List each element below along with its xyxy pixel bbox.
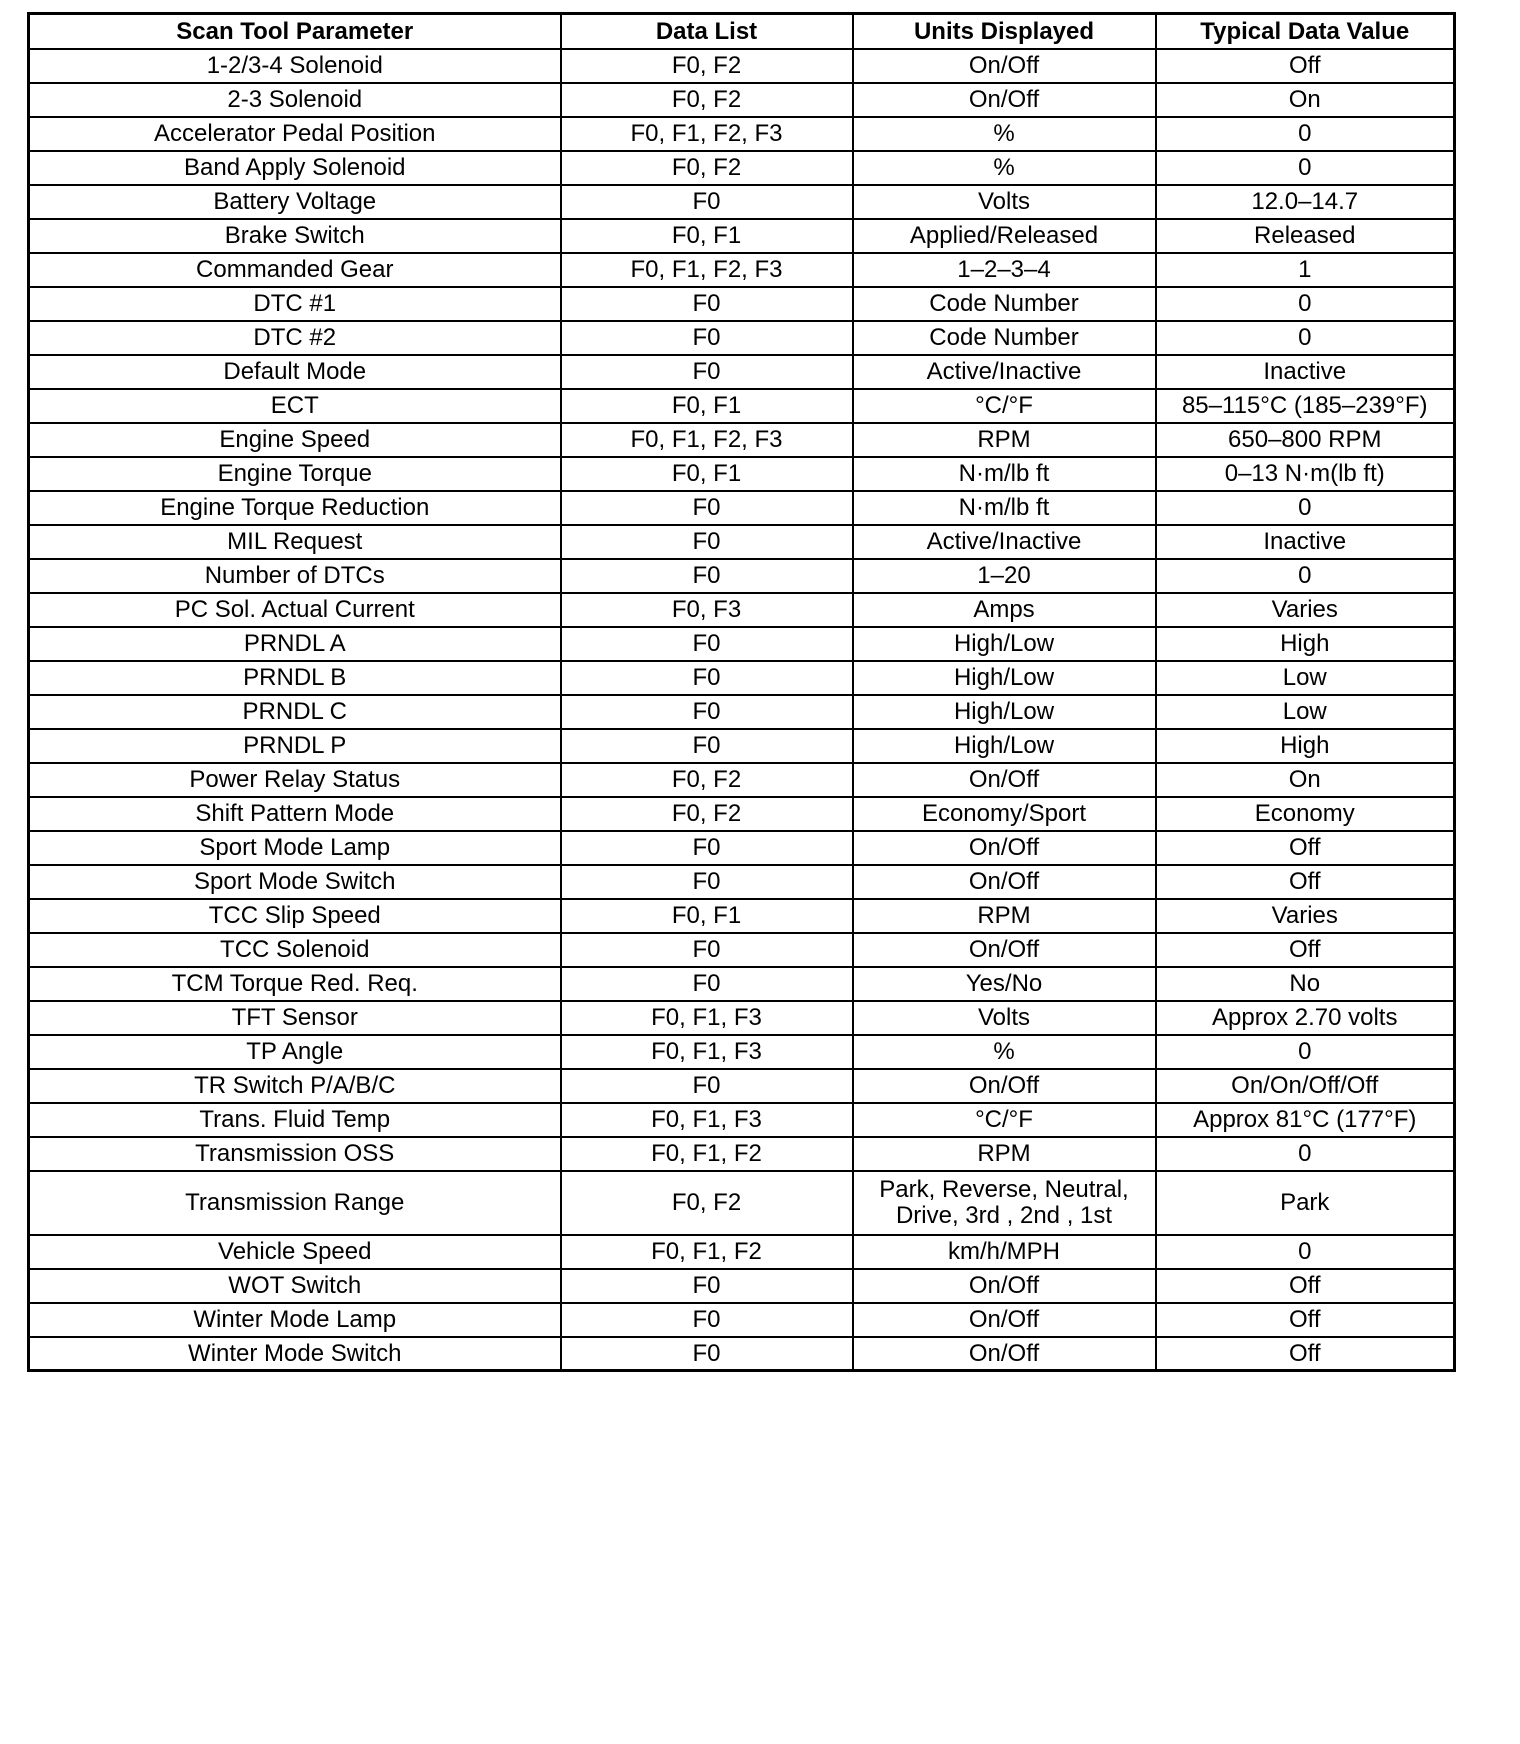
table-row xyxy=(29,1235,1455,1269)
typical-value-cell: High xyxy=(1156,729,1455,763)
data-list-cell: F0, F1, F2, F3 xyxy=(561,253,853,287)
table-row xyxy=(29,559,1455,593)
typical-value-cell: On xyxy=(1156,83,1455,117)
typical-value-cell: Off xyxy=(1156,1269,1455,1303)
units-cell: Amps xyxy=(853,593,1156,627)
units-cell: % xyxy=(853,151,1156,185)
parameter-cell: Engine Torque xyxy=(29,457,561,491)
table-row xyxy=(29,389,1455,423)
data-list-cell: F0, F1, F2, F3 xyxy=(561,423,853,457)
units-cell: High/Low xyxy=(853,729,1156,763)
typical-value-cell: Off xyxy=(1156,1337,1455,1371)
units-cell: On/Off xyxy=(853,83,1156,117)
typical-value-cell: Varies xyxy=(1156,899,1455,933)
units-cell: Code Number xyxy=(853,287,1156,321)
data-list-cell: F0, F1 xyxy=(561,219,853,253)
parameter-cell: Trans. Fluid Temp xyxy=(29,1103,561,1137)
table-row xyxy=(29,355,1455,389)
units-cell: RPM xyxy=(853,423,1156,457)
table-row xyxy=(29,1069,1455,1103)
typical-value-cell: 0 xyxy=(1156,1235,1455,1269)
table-row xyxy=(29,287,1455,321)
table-row xyxy=(29,1103,1455,1137)
parameter-cell: Brake Switch xyxy=(29,219,561,253)
parameter-cell: Engine Speed xyxy=(29,423,561,457)
units-cell: 1–20 xyxy=(853,559,1156,593)
parameter-cell: Commanded Gear xyxy=(29,253,561,287)
table-row xyxy=(29,661,1455,695)
data-list-cell: F0 xyxy=(561,1303,853,1337)
typical-value-cell: 0 xyxy=(1156,287,1455,321)
typical-value-cell: 0–13 N·m(lb ft) xyxy=(1156,457,1455,491)
parameter-cell: PRNDL P xyxy=(29,729,561,763)
parameter-cell: MIL Request xyxy=(29,525,561,559)
units-cell: On/Off xyxy=(853,1069,1156,1103)
typical-value-cell: Inactive xyxy=(1156,355,1455,389)
data-list-cell: F0, F1, F2, F3 xyxy=(561,117,853,151)
units-cell: On/Off xyxy=(853,831,1156,865)
data-list-cell: F0, F2 xyxy=(561,797,853,831)
parameter-cell: Battery Voltage xyxy=(29,185,561,219)
parameter-cell: Transmission OSS xyxy=(29,1137,561,1171)
data-list-cell: F0 xyxy=(561,355,853,389)
parameter-cell: 2-3 Solenoid xyxy=(29,83,561,117)
typical-value-cell: On xyxy=(1156,763,1455,797)
header-data-list: Data List xyxy=(561,14,853,49)
parameter-cell: TCC Solenoid xyxy=(29,933,561,967)
table-row xyxy=(29,1035,1455,1069)
table-row xyxy=(29,219,1455,253)
data-list-cell: F0 xyxy=(561,287,853,321)
table-row xyxy=(29,423,1455,457)
table-row xyxy=(29,491,1455,525)
typical-value-cell: 0 xyxy=(1156,151,1455,185)
parameter-cell: Accelerator Pedal Position xyxy=(29,117,561,151)
units-cell: On/Off xyxy=(853,763,1156,797)
table-row xyxy=(29,525,1455,559)
parameter-cell: Shift Pattern Mode xyxy=(29,797,561,831)
parameter-cell: TCC Slip Speed xyxy=(29,899,561,933)
typical-value-cell: Approx 81°C (177°F) xyxy=(1156,1103,1455,1137)
parameter-cell: Band Apply Solenoid xyxy=(29,151,561,185)
data-list-cell: F0 xyxy=(561,1269,853,1303)
parameter-cell: Power Relay Status xyxy=(29,763,561,797)
parameter-cell: ECT xyxy=(29,389,561,423)
table-row xyxy=(29,797,1455,831)
units-cell: N·m/lb ft xyxy=(853,491,1156,525)
parameter-cell: DTC #2 xyxy=(29,321,561,355)
data-list-cell: F0 xyxy=(561,491,853,525)
parameter-cell: TFT Sensor xyxy=(29,1001,561,1035)
parameter-cell: Engine Torque Reduction xyxy=(29,491,561,525)
units-cell: Yes/No xyxy=(853,967,1156,1001)
units-cell: On/Off xyxy=(853,865,1156,899)
units-cell: On/Off xyxy=(853,1303,1156,1337)
header-scan-tool-parameter: Scan Tool Parameter xyxy=(29,14,561,49)
typical-value-cell: Off xyxy=(1156,1303,1455,1337)
table-row xyxy=(29,865,1455,899)
table-row xyxy=(29,627,1455,661)
data-list-cell: F0, F1, F2 xyxy=(561,1137,853,1171)
typical-value-cell: 0 xyxy=(1156,491,1455,525)
table-row xyxy=(29,763,1455,797)
units-cell: On/Off xyxy=(853,1337,1156,1371)
typical-value-cell: High xyxy=(1156,627,1455,661)
units-cell: High/Low xyxy=(853,695,1156,729)
units-cell: High/Low xyxy=(853,661,1156,695)
data-list-cell: F0 xyxy=(561,661,853,695)
table-row xyxy=(29,1337,1455,1371)
table-row xyxy=(29,1137,1455,1171)
scan-tool-parameter-table xyxy=(27,12,1456,1372)
data-list-cell: F0 xyxy=(561,559,853,593)
typical-value-cell: Released xyxy=(1156,219,1455,253)
units-cell: % xyxy=(853,117,1156,151)
parameter-cell: Number of DTCs xyxy=(29,559,561,593)
units-cell: Economy/Sport xyxy=(853,797,1156,831)
table-row xyxy=(29,457,1455,491)
units-cell: N·m/lb ft xyxy=(853,457,1156,491)
table-body xyxy=(29,49,1455,1371)
data-list-cell: F0, F2 xyxy=(561,49,853,83)
parameter-cell: TCM Torque Red. Req. xyxy=(29,967,561,1001)
typical-value-cell: 0 xyxy=(1156,321,1455,355)
table-header-row xyxy=(29,14,1455,49)
data-list-cell: F0, F1, F3 xyxy=(561,1103,853,1137)
typical-value-cell: 0 xyxy=(1156,117,1455,151)
data-list-cell: F0 xyxy=(561,321,853,355)
units-cell: On/Off xyxy=(853,1269,1156,1303)
data-list-cell: F0 xyxy=(561,933,853,967)
typical-value-cell: Off xyxy=(1156,49,1455,83)
table-row xyxy=(29,83,1455,117)
data-list-cell: F0, F1 xyxy=(561,457,853,491)
parameter-cell: Sport Mode Switch xyxy=(29,865,561,899)
typical-value-cell: 0 xyxy=(1156,1035,1455,1069)
table-row xyxy=(29,49,1455,83)
typical-value-cell: Low xyxy=(1156,661,1455,695)
table-row xyxy=(29,1303,1455,1337)
typical-value-cell: Approx 2.70 volts xyxy=(1156,1001,1455,1035)
typical-value-cell: Park xyxy=(1156,1171,1455,1235)
units-cell: Volts xyxy=(853,1001,1156,1035)
data-list-cell: F0, F1, F2 xyxy=(561,1235,853,1269)
typical-value-cell: 0 xyxy=(1156,559,1455,593)
units-cell: °C/°F xyxy=(853,1103,1156,1137)
data-list-cell: F0 xyxy=(561,967,853,1001)
table-row xyxy=(29,1171,1455,1235)
units-cell: High/Low xyxy=(853,627,1156,661)
data-list-cell: F0 xyxy=(561,525,853,559)
data-list-cell: F0 xyxy=(561,831,853,865)
typical-value-cell: On/On/Off/Off xyxy=(1156,1069,1455,1103)
parameter-cell: Default Mode xyxy=(29,355,561,389)
parameter-cell: PRNDL C xyxy=(29,695,561,729)
data-list-cell: F0 xyxy=(561,695,853,729)
table-row xyxy=(29,729,1455,763)
data-list-cell: F0, F3 xyxy=(561,593,853,627)
table-row xyxy=(29,831,1455,865)
parameter-cell: PRNDL A xyxy=(29,627,561,661)
units-cell: RPM xyxy=(853,1137,1156,1171)
parameter-cell: Winter Mode Switch xyxy=(29,1337,561,1371)
units-cell: km/h/MPH xyxy=(853,1235,1156,1269)
parameter-cell: PRNDL B xyxy=(29,661,561,695)
data-list-cell: F0, F2 xyxy=(561,83,853,117)
typical-value-cell: 85–115°C (185–239°F) xyxy=(1156,389,1455,423)
typical-value-cell: 1 xyxy=(1156,253,1455,287)
units-cell: RPM xyxy=(853,899,1156,933)
table-row xyxy=(29,253,1455,287)
data-list-cell: F0 xyxy=(561,1337,853,1371)
data-list-cell: F0, F1 xyxy=(561,899,853,933)
parameter-cell: Transmission Range xyxy=(29,1171,561,1235)
data-list-cell: F0 xyxy=(561,1069,853,1103)
header-units-displayed: Units Displayed xyxy=(853,14,1156,49)
table-row xyxy=(29,593,1455,627)
parameter-cell: Sport Mode Lamp xyxy=(29,831,561,865)
typical-value-cell: Economy xyxy=(1156,797,1455,831)
header-typical-data-value: Typical Data Value xyxy=(1156,14,1455,49)
typical-value-cell: 12.0–14.7 xyxy=(1156,185,1455,219)
parameter-cell: WOT Switch xyxy=(29,1269,561,1303)
data-list-cell: F0, F2 xyxy=(561,1171,853,1235)
typical-value-cell: No xyxy=(1156,967,1455,1001)
data-list-cell: F0, F2 xyxy=(561,763,853,797)
table-row xyxy=(29,321,1455,355)
typical-value-cell: 650–800 RPM xyxy=(1156,423,1455,457)
table-row xyxy=(29,967,1455,1001)
data-list-cell: F0, F1 xyxy=(561,389,853,423)
units-cell: Applied/Released xyxy=(853,219,1156,253)
units-cell: 1–2–3–4 xyxy=(853,253,1156,287)
typical-value-cell: Off xyxy=(1156,831,1455,865)
typical-value-cell: Off xyxy=(1156,933,1455,967)
units-cell: Active/Inactive xyxy=(853,525,1156,559)
units-cell: Park, Reverse, Neutral, Drive, 3rd , 2nd , 1st xyxy=(853,1171,1156,1235)
table-row xyxy=(29,185,1455,219)
units-cell: On/Off xyxy=(853,49,1156,83)
units-cell: On/Off xyxy=(853,933,1156,967)
data-list-cell: F0, F1, F3 xyxy=(561,1035,853,1069)
data-list-cell: F0 xyxy=(561,865,853,899)
parameter-cell: 1-2/3-4 Solenoid xyxy=(29,49,561,83)
parameter-cell: Winter Mode Lamp xyxy=(29,1303,561,1337)
parameter-cell: DTC #1 xyxy=(29,287,561,321)
data-list-cell: F0, F2 xyxy=(561,151,853,185)
typical-value-cell: Varies xyxy=(1156,593,1455,627)
units-cell: Active/Inactive xyxy=(853,355,1156,389)
typical-value-cell: Off xyxy=(1156,865,1455,899)
table-row xyxy=(29,899,1455,933)
units-cell: Code Number xyxy=(853,321,1156,355)
typical-value-cell: Inactive xyxy=(1156,525,1455,559)
units-cell: Volts xyxy=(853,185,1156,219)
parameter-cell: PC Sol. Actual Current xyxy=(29,593,561,627)
table-row xyxy=(29,151,1455,185)
typical-value-cell: 0 xyxy=(1156,1137,1455,1171)
table-row xyxy=(29,933,1455,967)
data-list-cell: F0 xyxy=(561,185,853,219)
units-cell: °C/°F xyxy=(853,389,1156,423)
units-cell: % xyxy=(853,1035,1156,1069)
table-row xyxy=(29,695,1455,729)
parameter-cell: TR Switch P/A/B/C xyxy=(29,1069,561,1103)
typical-value-cell: Low xyxy=(1156,695,1455,729)
table-row xyxy=(29,1269,1455,1303)
data-list-cell: F0 xyxy=(561,729,853,763)
data-list-cell: F0 xyxy=(561,627,853,661)
table-row xyxy=(29,117,1455,151)
parameter-cell: TP Angle xyxy=(29,1035,561,1069)
data-list-cell: F0, F1, F3 xyxy=(561,1001,853,1035)
table-row xyxy=(29,1001,1455,1035)
parameter-cell: Vehicle Speed xyxy=(29,1235,561,1269)
